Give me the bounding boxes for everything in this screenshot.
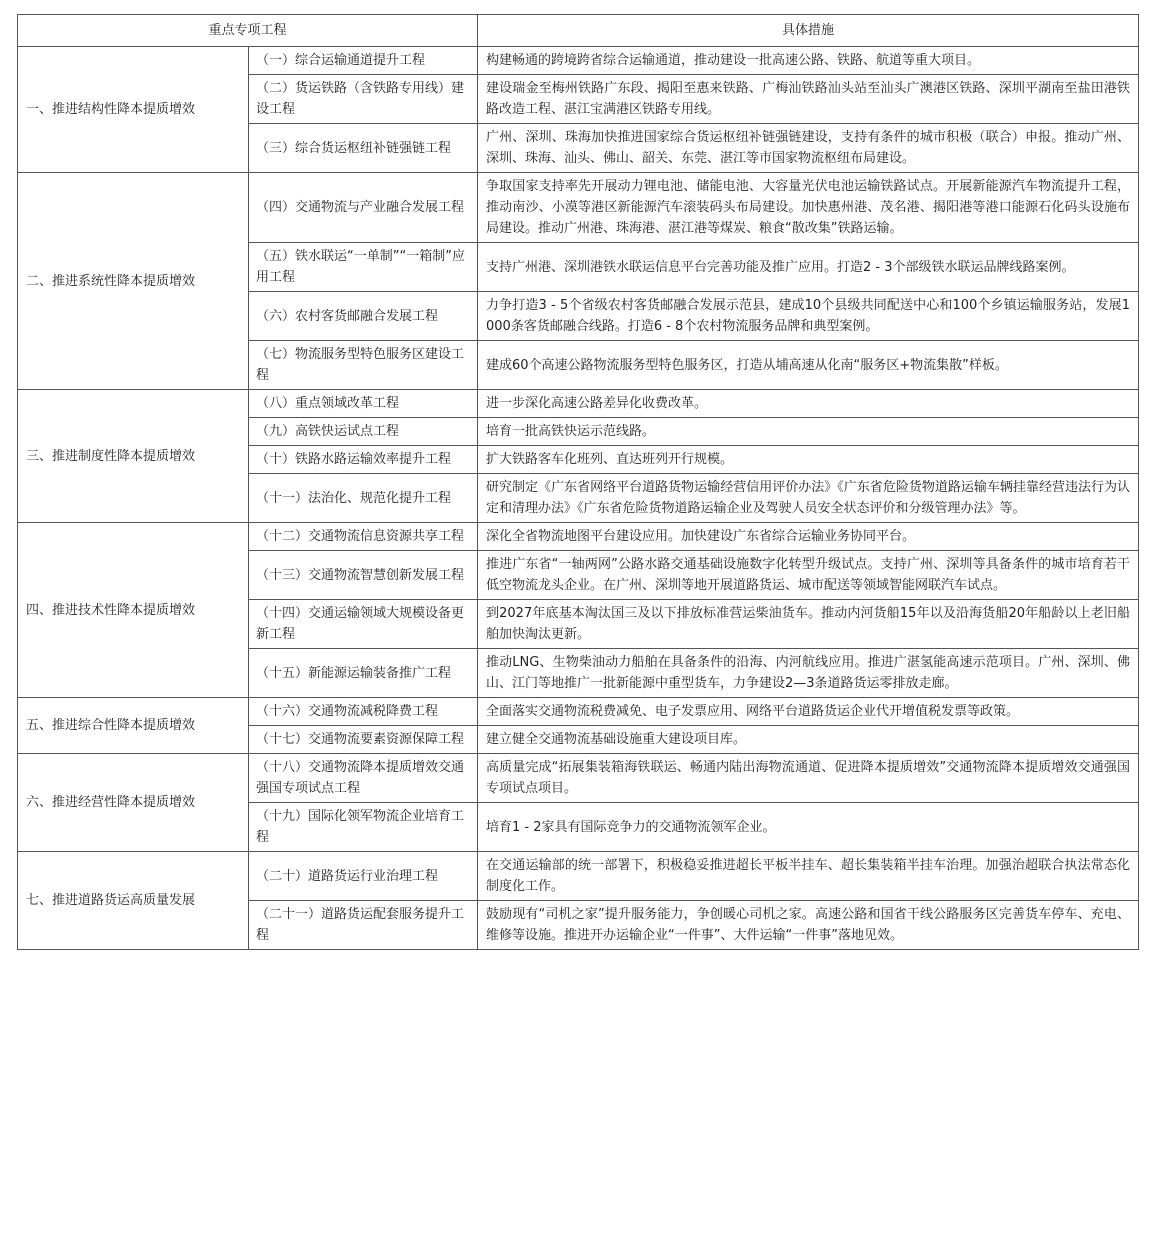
category-cell: 一、推进结构性降本提质增效 xyxy=(18,47,249,173)
category-cell: 六、推进经营性降本提质增效 xyxy=(18,754,249,852)
category-cell: 七、推进道路货运高质量发展 xyxy=(18,852,249,950)
measure-cell: 进一步深化高速公路差异化收费改革。 xyxy=(478,390,1139,418)
project-cell: （三）综合货运枢纽补链强链工程 xyxy=(249,124,478,173)
project-cell: （十三）交通物流智慧创新发展工程 xyxy=(249,551,478,600)
project-cell: （十二）交通物流信息资源共享工程 xyxy=(249,523,478,551)
table-row xyxy=(18,47,1139,75)
measure-cell: 高质量完成“拓展集装箱海铁联运、畅通内陆出海物流通道、促进降本提质增效”交通物流降本提质增效交通强国专项试点项目。 xyxy=(478,754,1139,803)
measure-cell: 到2027年底基本淘汰国三及以下排放标准营运柴油货车。推动内河货船15年以及沿海货船20年船龄以上老旧船舶加快淘汰更新。 xyxy=(478,600,1139,649)
measure-cell: 扩大铁路客车化班列、直达班列开行规模。 xyxy=(478,446,1139,474)
table-row xyxy=(18,754,1139,803)
measure-cell: 广州、深圳、珠海加快推进国家综合货运枢纽补链强链建设，支持有条件的城市积极（联合）申报。推动广州、深圳、珠海、汕头、佛山、韶关、东莞、湛江等市国家物流枢纽布局建设。 xyxy=(478,124,1139,173)
project-cell: （十五）新能源运输装备推广工程 xyxy=(249,649,478,698)
table-row xyxy=(18,698,1139,726)
project-cell: （二）货运铁路（含铁路专用线）建设工程 xyxy=(249,75,478,124)
measure-cell: 在交通运输部的统一部署下，积极稳妥推进超长平板半挂车、超长集装箱半挂车治理。加强治超联合执法常态化制度化工作。 xyxy=(478,852,1139,901)
category-cell: 五、推进综合性降本提质增效 xyxy=(18,698,249,754)
measure-cell: 深化全省物流地图平台建设应用。加快建设广东省综合运输业务协同平台。 xyxy=(478,523,1139,551)
measure-cell: 研究制定《广东省网络平台道路货物运输经营信用评价办法》《广东省危险货物道路运输车辆挂靠经营违法行为认定和清理办法》《广东省危险货物道路运输企业及驾驶人员安全状态评价和分级管理办法》等。 xyxy=(478,474,1139,523)
project-cell: （二十）道路货运行业治理工程 xyxy=(249,852,478,901)
measure-cell: 力争打造3 - 5个省级农村客货邮融合发展示范县，建成10个县级共同配送中心和100个乡镇运输服务站，发展1000条客货邮融合线路。打造6 - 8个农村物流服务品牌和典型案例。 xyxy=(478,292,1139,341)
table-row xyxy=(18,173,1139,243)
measure-cell: 推进广东省“一轴两网”公路水路交通基础设施数字化转型升级试点。支持广州、深圳等具备条件的城市培育若干低空物流龙头企业。在广州、深圳等地开展道路货运、城市配送等领域智能网联汽车试点。 xyxy=(478,551,1139,600)
header-category: 重点专项工程 xyxy=(18,15,478,47)
measure-cell: 争取国家支持率先开展动力锂电池、储能电池、大容量光伏电池运输铁路试点。开展新能源汽车物流提升工程，推动南沙、小漠等港区新能源汽车滚装码头布局建设。加快惠州港、茂名港、揭阳港等港口能源石化码头设施布局建设。推动广州港、珠海港、湛江港等煤炭、粮食“散改集”铁路运输。 xyxy=(478,173,1139,243)
project-cell: （五）铁水联运“一单制”“一箱制”应用工程 xyxy=(249,243,478,292)
measure-cell: 建设瑞金至梅州铁路广东段、揭阳至惠来铁路、广梅汕铁路汕头站至汕头广澳港区铁路、深圳平湖南至盐田港铁路改造工程、湛江宝满港区铁路专用线。 xyxy=(478,75,1139,124)
project-cell: （一）综合运输通道提升工程 xyxy=(249,47,478,75)
measure-cell: 支持广州港、深圳港铁水联运信息平台完善功能及推广应用。打造2 - 3个部级铁水联运品牌线路案例。 xyxy=(478,243,1139,292)
project-cell: （十七）交通物流要素资源保障工程 xyxy=(249,726,478,754)
category-cell: 三、推进制度性降本提质增效 xyxy=(18,390,249,523)
measure-cell: 建立健全交通物流基础设施重大建设项目库。 xyxy=(478,726,1139,754)
measure-cell: 构建畅通的跨境跨省综合运输通道，推动建设一批高速公路、铁路、航道等重大项目。 xyxy=(478,47,1139,75)
project-cell: （十八）交通物流降本提质增效交通强国专项试点工程 xyxy=(249,754,478,803)
project-cell: （十四）交通运输领域大规模设备更新工程 xyxy=(249,600,478,649)
measures-table xyxy=(17,14,1139,950)
project-cell: （八）重点领域改革工程 xyxy=(249,390,478,418)
project-cell: （九）高铁快运试点工程 xyxy=(249,418,478,446)
category-cell: 二、推进系统性降本提质增效 xyxy=(18,173,249,390)
project-cell: （六）农村客货邮融合发展工程 xyxy=(249,292,478,341)
project-cell: （十一）法治化、规范化提升工程 xyxy=(249,474,478,523)
table-row xyxy=(18,390,1139,418)
table-header-row xyxy=(18,15,1139,47)
project-cell: （十九）国际化领军物流企业培育工程 xyxy=(249,803,478,852)
table-row xyxy=(18,523,1139,551)
project-cell: （七）物流服务型特色服务区建设工程 xyxy=(249,341,478,390)
project-cell: （十六）交通物流减税降费工程 xyxy=(249,698,478,726)
measure-cell: 全面落实交通物流税费减免、电子发票应用、网络平台道路货运企业代开增值税发票等政策。 xyxy=(478,698,1139,726)
measure-cell: 建成60个高速公路物流服务型特色服务区，打造从埔高速从化南“服务区+物流集散”样板。 xyxy=(478,341,1139,390)
measure-cell: 培育1 - 2家具有国际竞争力的交通物流领军企业。 xyxy=(478,803,1139,852)
measure-cell: 鼓励现有“司机之家”提升服务能力，争创暖心司机之家。高速公路和国省干线公路服务区完善货车停车、充电、维修等设施。推进开办运输企业“一件事”、大件运输“一件事”落地见效。 xyxy=(478,901,1139,950)
project-cell: （十）铁路水路运输效率提升工程 xyxy=(249,446,478,474)
project-cell: （四）交通物流与产业融合发展工程 xyxy=(249,173,478,243)
header-measures: 具体措施 xyxy=(478,15,1139,47)
measure-cell: 培育一批高铁快运示范线路。 xyxy=(478,418,1139,446)
table-row xyxy=(18,852,1139,901)
project-cell: （二十一）道路货运配套服务提升工程 xyxy=(249,901,478,950)
category-cell: 四、推进技术性降本提质增效 xyxy=(18,523,249,698)
measure-cell: 推动LNG、生物柴油动力船舶在具备条件的沿海、内河航线应用。推进广湛氢能高速示范项目。广州、深圳、佛山、江门等地推广一批新能源中重型货车，力争建设2—3条道路货运零排放走廊。 xyxy=(478,649,1139,698)
